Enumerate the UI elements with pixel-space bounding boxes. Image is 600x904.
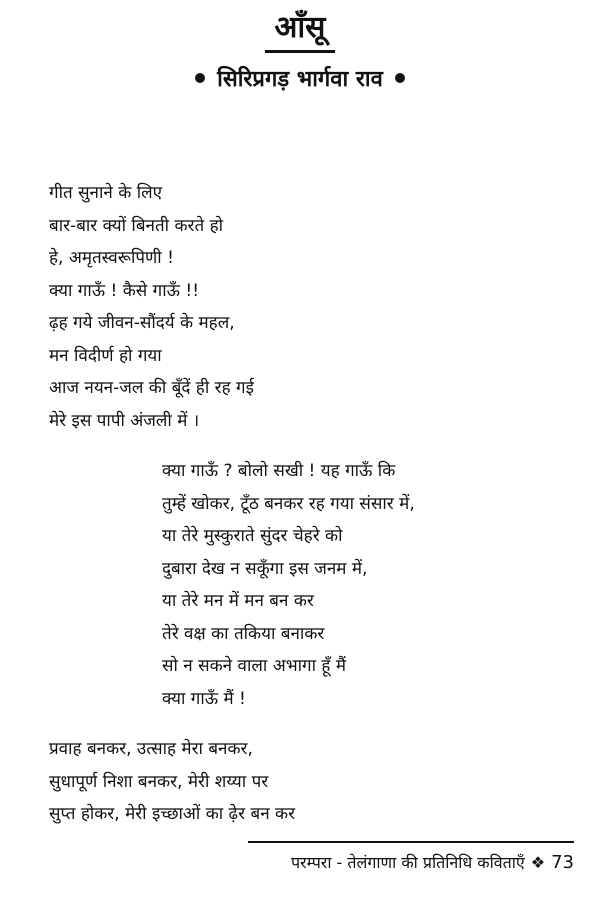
footer-divider bbox=[248, 841, 574, 843]
author-line bbox=[0, 62, 600, 98]
stanza-3 bbox=[49, 733, 295, 831]
poem-line: क्या गाऊँ ? बोलो सखी ! यह गाऊँ कि bbox=[162, 461, 396, 481]
poem-line: प्रवाह बनकर, उत्साह मेरा बनकर, bbox=[49, 739, 253, 759]
book-title: परम्परा - तेलंगाणा की प्रतिनिधि कविताएँ bbox=[290, 853, 525, 872]
poem-line: मन विदीर्ण हो गया bbox=[49, 345, 162, 366]
poem-line: सुधापूर्ण निशा बनकर, मेरी शय्या पर bbox=[49, 771, 269, 792]
page-number: 73 bbox=[551, 852, 574, 873]
stanza-2 bbox=[162, 455, 415, 715]
poem-line: हे, अमृतस्वरूपिणी ! bbox=[49, 248, 174, 268]
diamond-separator-icon: ❖ bbox=[530, 853, 546, 872]
bullet-right-icon bbox=[395, 73, 405, 83]
bullet-left-icon bbox=[195, 73, 205, 83]
poem-line: तेरे वक्ष का तकिया बनाकर bbox=[162, 623, 325, 644]
poem-line: या तेरे मुस्कुराते सुंदर चेहरे को bbox=[162, 526, 343, 546]
poem-title-text: आँसू bbox=[265, 8, 336, 53]
poem-line: क्या गाऊँ ! कैसे गाऊँ !! bbox=[49, 280, 200, 301]
poem-line: आज नयन-जल की बूँदें ही रह गई bbox=[49, 378, 254, 398]
poem-line: गीत सुनाने के लिए bbox=[49, 183, 163, 203]
poem-line: बार-बार क्यों बिनती करते हो bbox=[49, 215, 224, 236]
author-name: सिरिप्रगड़ भार्गवा राव bbox=[217, 67, 383, 92]
page-footer bbox=[291, 848, 574, 878]
poem-line: या तेरे मन में मन बन कर bbox=[162, 591, 314, 611]
poem-line: दुबारा देख न सकूँगा इस जनम में, bbox=[162, 558, 368, 579]
poem-line: सुप्त होकर, मेरी इच्छाओं का ढ़ेर बन कर bbox=[49, 804, 296, 824]
stanza-1 bbox=[49, 177, 254, 437]
poem-line: क्या गाऊँ मैं ! bbox=[162, 688, 246, 709]
poem-line: ढ़ह गये जीवन-सौंदर्य के महल, bbox=[49, 313, 235, 333]
poem-title bbox=[0, 8, 600, 53]
poem-line: सो न सकने वाला अभागा हूँ मैं bbox=[162, 656, 347, 676]
poem-line: तुम्हें खोकर, टूँठ बनकर रह गया संसार में, bbox=[162, 493, 415, 514]
poem-line: मेरे इस पापी अंजली में । bbox=[49, 410, 200, 431]
